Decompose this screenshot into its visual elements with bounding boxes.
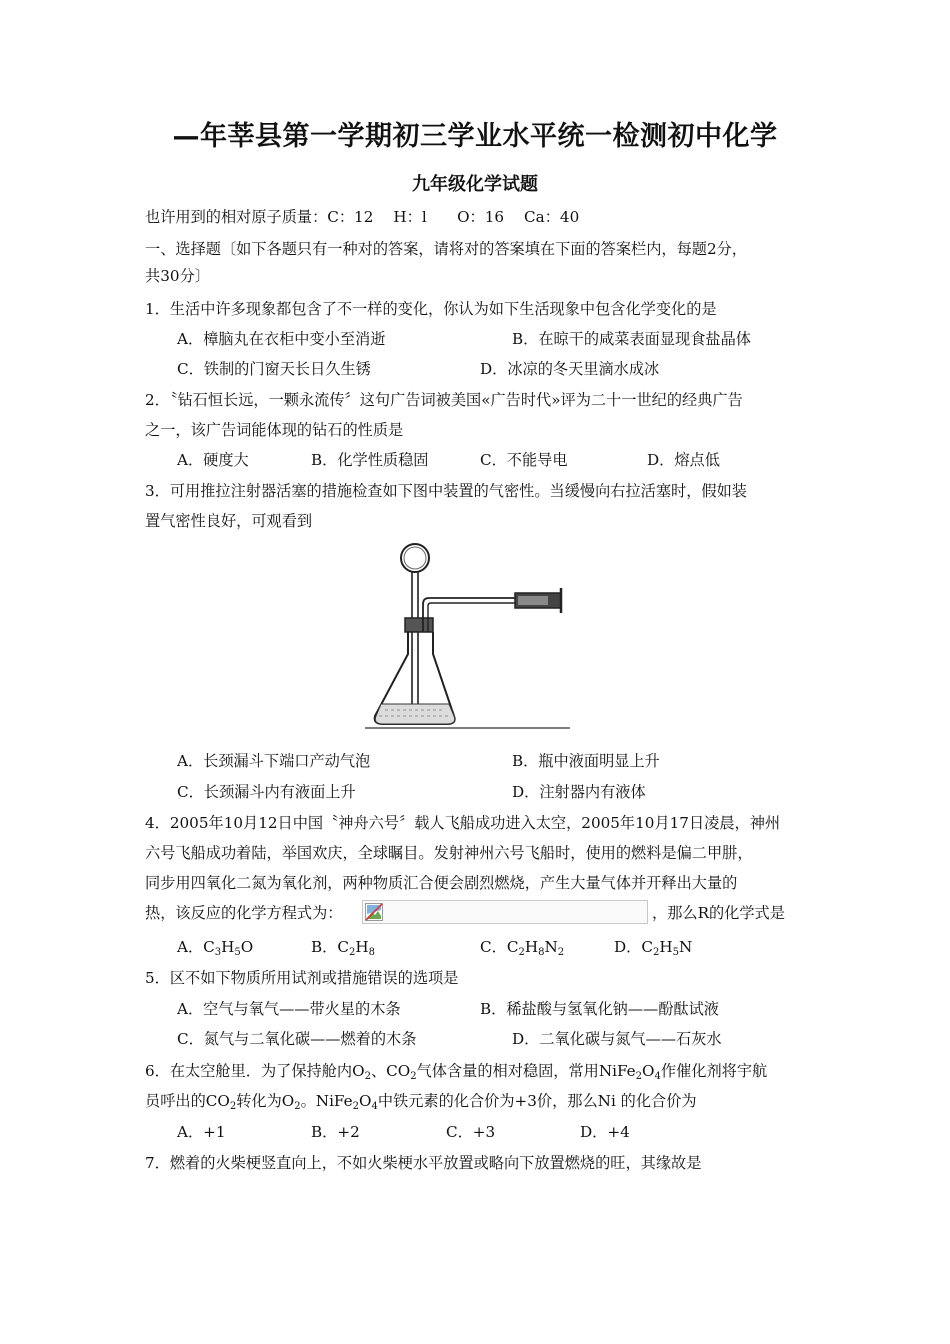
question-2-option-d: D．熔点低 [647, 451, 720, 469]
question-1-option-c: C．铁制的门窗天长日久生锈 [177, 360, 371, 378]
question-4-option-a: A．$C_3H_5O$ [177, 938, 254, 958]
question-3-stem-line2: 置气密性良好，可观看到 [145, 512, 313, 530]
equation-image-placeholder [362, 900, 648, 924]
question-3-option-c: C．长颈漏斗内有液面上升 [177, 783, 356, 801]
question-4-stem-line4a: 热，该反应的化学方程式为： [145, 904, 343, 922]
flask-stopper [405, 618, 433, 632]
question-4-stem-line4b: ，那么R的化学式是 [652, 904, 785, 922]
atomic-mass-note: 也许用到的相对原子质量：C：12 H：l O：16 Ca：40 [145, 208, 580, 226]
question-2-option-b: B．化学性质稳固 [311, 451, 429, 469]
question-5-stem: 5．区不如下物质所用试剂或措施错误的选项是 [145, 969, 459, 987]
question-5-option-c: C．氮气与二氧化碳——燃着的木条 [177, 1030, 417, 1048]
question-4-stem-line3: 同步用四氧化二氮为氧化剂，两种物质汇合便会剧烈燃烧，产生大量气体并开释出大量的 [145, 874, 738, 892]
question-4-option-d: D．$C_2H_5N$ [614, 938, 693, 958]
question-2-option-a: A．硬度大 [177, 451, 249, 469]
question-2-stem-line2: 之一，该广告词能体现的钻石的性质是 [145, 421, 404, 439]
broken-image-icon [365, 903, 383, 921]
section-heading-line2: 共30分〕 [145, 267, 210, 285]
question-6-option-a: A．+1 [177, 1123, 226, 1141]
page-title: —年莘县第一学期初三学业水平统一检测初中化学 [172, 121, 778, 152]
question-5-option-d: D．二氧化碳与氮气——石灰水 [512, 1030, 722, 1048]
question-1-option-a: A．樟脑丸在衣柜中变小至消逝 [177, 330, 386, 348]
question-4-option-c: C．$C_2H_8N_2$ [480, 938, 565, 958]
question-4-option-b: B．$C_2H_8$ [311, 938, 375, 958]
question-5-option-a: A．空气与氧气——带火星的木条 [177, 1000, 401, 1018]
question-3-stem-line1: 3．可用推拉注射器活塞的措施检查如下图中装置的气密性。当缓慢向右拉活塞时，假如装 [145, 482, 747, 500]
question-6-option-d: D．+4 [580, 1123, 630, 1141]
question-1-option-d: D．冰凉的冬天里滴水成冰 [480, 360, 660, 378]
question-3-option-d: D．注射器内有液体 [512, 783, 646, 801]
question-6-stem-line2: 员呼出的$CO_2$转化为$O_2$。$NiFe_2O_4$中铁元素的化合价为+3价，那么Ni 的化合价为 [145, 1092, 697, 1112]
section-heading-line1: 一、选择题〔如下各题只有一种对的答案，请将对的答案填在下面的答案栏内，每题2分， [145, 240, 747, 258]
question-6-option-b: B．+2 [311, 1123, 360, 1141]
question-4-stem-line2: 六号飞船成功着陆，举国欢庆，全球瞩目。发射神州六号飞船时，使用的燃料是偏二甲肼， [145, 844, 753, 862]
question-2-stem-line1: 2．〝钻石恒长远，一颗永流传〞这句广告词被美国«广告时代»评为二十一世纪的经典广告 [145, 391, 743, 409]
question-7-stem: 7．燃着的火柴梗竖直向上，不如火柴梗水平放置或略向下放置燃烧的旺，其缘故是 [145, 1154, 702, 1172]
question-4-stem-line1: 4．2005年10月12日中国〝神舟六号〞载人飞船成功进入太空，2005年10月17日凌晨，神州 [145, 814, 781, 832]
question-3-option-b: B．瓶中液面明显上升 [512, 752, 660, 770]
apparatus-figure [365, 536, 575, 736]
flask-liquid [375, 704, 454, 724]
question-2-option-c: C．不能导电 [480, 451, 568, 469]
page-subtitle: 九年级化学试题 [412, 174, 538, 195]
question-6-stem-line1: 6．在太空舱里．为了保持舱内$O_2$、$CO_2$气体含量的相对稳固，常用$NiFe_2O_4$作催化剂将宇航 [145, 1062, 768, 1082]
question-1-stem: 1．生活中许多现象都包含了不一样的变化，你认为如下生活现象中包含化学变化的是 [145, 300, 717, 318]
question-5-option-b: B．稀盐酸与氢氧化钠——酚酞试液 [480, 1000, 719, 1018]
question-3-option-a: A．长颈漏斗下端口产动气泡 [177, 752, 371, 770]
funnel-bulb [401, 544, 429, 572]
question-1-option-b: B．在晾干的咸菜表面显现食盐晶体 [512, 330, 751, 348]
question-6-option-c: C．+3 [446, 1123, 496, 1141]
